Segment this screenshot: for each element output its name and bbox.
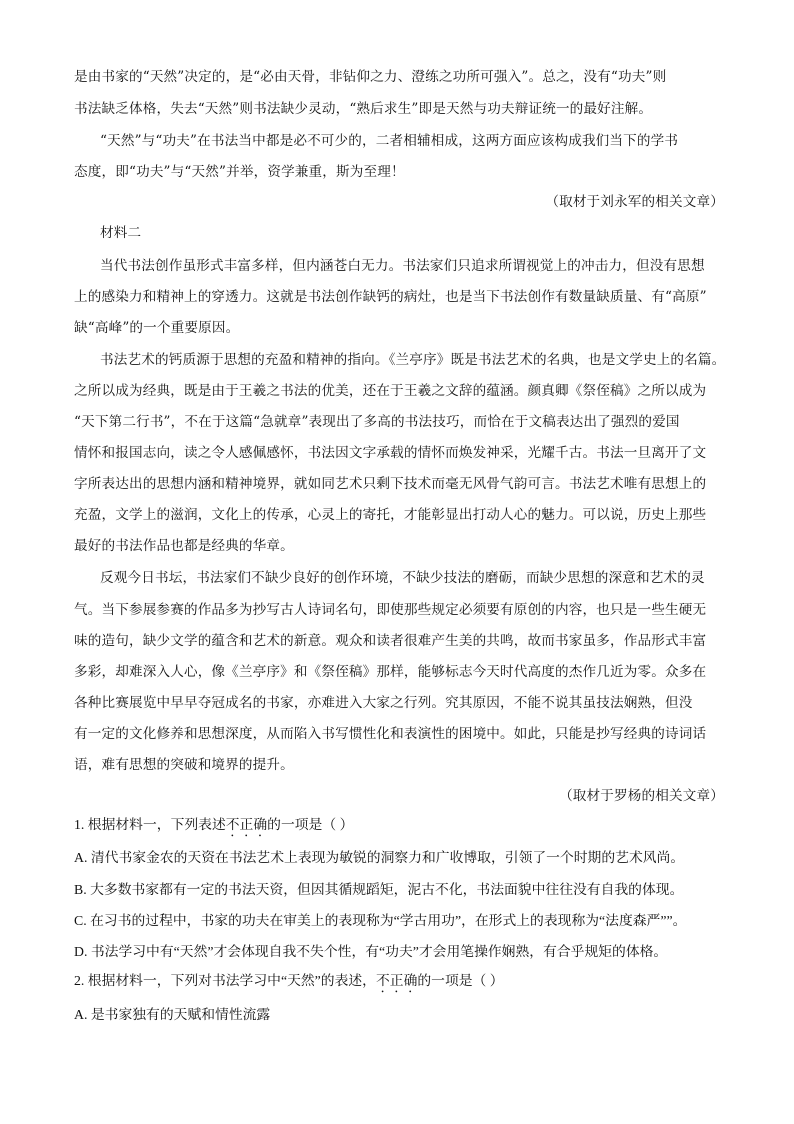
text-line: 字所表达出的思想内涵和精神境界，就如同艺术只剩下技术而毫无风骨气韵可言。书法艺术唯有思想上的 xyxy=(74,476,707,492)
question-1-option-a[interactable]: A. 清代书家金农的天资在书法艺术上表现为敏锐的洞察力和广收博取，引领了一个时期的艺术风尚。 xyxy=(74,850,685,865)
text-line: 最好的书法作品也都是经典的华章。 xyxy=(74,538,294,554)
text-line: 气。当下参展参赛的作品多为抄写古人诗词名句，即使那些规定必须要有原创的内容，也只是一些生硬无 xyxy=(74,602,707,618)
text-line: 各种比赛展览中早早夺冠成名的书家，亦难进入大家之行列。究其原因，不能不说其虽技法娴熟，但没 xyxy=(74,695,693,711)
source-citation: （取材于罗杨的相关文章） xyxy=(559,788,724,804)
question-2-option-a[interactable]: A. 是书家独有的天赋和情性流露 xyxy=(74,1007,271,1022)
text-line: “天下第二行书”，不在于这篇“急就章”表现出了多高的书法技巧，而恰在于文稿表达出了强烈的爱国 xyxy=(74,414,680,430)
text-line: 语，难有思想的突破和境界的提升。 xyxy=(74,757,294,773)
question-1-option-c[interactable]: C. 在习书的过程中，书家的功夫在审美上的表现称为“学古用功”，在形式上的表现称为“法度森严””。 xyxy=(74,913,687,928)
stem-text: 的一项是（ ） xyxy=(417,973,504,988)
text-line: 书法艺术的钙质源于思想的充盈和精神的指向。《兰亭序》既是书法艺术的名典，也是文学史上的名篇。 xyxy=(100,352,726,368)
text-line: “天然”与“功夫”在书法当中都是必不可少的，二者相辅相成，这两方面应该构成我们当下的学书 xyxy=(100,133,679,149)
text-line: 态度，即“功夫”与“天然”并举，资学兼重，斯为至理！ xyxy=(74,164,405,180)
stem-text: 1. 根据材料一，下列表述 xyxy=(74,817,226,832)
text-line: 有一定的文化修养和思想深度，从而陷入书写惯性化和表演性的困境中。如此，只能是抄写经典的诗词话 xyxy=(74,726,707,742)
question-1-option-b[interactable]: B. 大多数书家都有一定的书法天资，但因其循规蹈矩，泥古不化，书法面貌中往往没有自我的体现。 xyxy=(74,882,684,897)
text-line: 味的造句，缺少文学的蕴含和艺术的新意。观众和读者很难产生美的共鸣，故而书家虽多，作品形式丰富 xyxy=(74,633,707,649)
material-heading: 材料二 xyxy=(100,225,142,241)
question-1-stem xyxy=(74,815,353,840)
text-line: 多彩，却难深入人心，像《兰亭序》和《祭侄稿》那样，能够标志今天时代高度的杰作几近为零。众多在 xyxy=(74,664,707,680)
source-citation: （取材于刘永军的相关文章） xyxy=(545,194,724,210)
text-line: 当代书法创作虽形式丰富多样，但内涵苍白无力。书法家们只追求所谓视觉上的冲击力，但没有思想 xyxy=(100,258,705,274)
text-line: 充盈，文学上的滋润，文化上的传承，心灵上的寄托，才能彰显出打动人心的魅力。可以说，历史上那些 xyxy=(74,507,707,523)
text-line: 上的感染力和精神上的穿透力。这就是书法创作缺钙的病灶，也是当下书法创作有数量缺质量、有“高原” xyxy=(74,289,707,305)
text-line: 是由书家的“天然”决定的，是“必由天骨，非钻仰之力、澄练之功所可强入”。总之，没有“功夫”则 xyxy=(74,69,667,85)
text-line: 情怀和报国志向，读之令人感佩感怀，书法因文字承载的情怀而焕发神采，光耀千古。书法一旦离开了文 xyxy=(74,445,707,461)
text-line: 之所以成为经典，既是由于王羲之书法的优美，还在于王羲之文辞的蕴涵。颜真卿《祭侄稿》之所以成为 xyxy=(74,383,707,399)
text-line: 书法缺乏体格，失去“天然”则书法缺少灵动，“熟后求生”即是天然与功夫辩证统一的最好注解。 xyxy=(74,101,653,117)
text-line: 缺“高峰”的一个重要原因。 xyxy=(74,320,240,336)
stem-text: 2. 根据材料一，下列对书法学习中“天然”的表述， xyxy=(74,973,376,988)
question-2-stem xyxy=(74,971,504,996)
stem-text: 的一项是（ ） xyxy=(267,817,354,832)
emphasis-text: 不正确 xyxy=(375,973,418,988)
emphasis-text: 不正确 xyxy=(225,817,268,832)
text-line: 反观今日书坛，书法家们不缺少良好的创作环境，不缺少技法的磨砺，而缺少思想的深意和艺术的灵 xyxy=(100,570,705,586)
question-1-option-d[interactable]: D. 书法学习中有“天然”才会体现自我不失个性，有“功夫”才会用笔操作娴熟，有合乎规矩的体格。 xyxy=(74,944,668,959)
